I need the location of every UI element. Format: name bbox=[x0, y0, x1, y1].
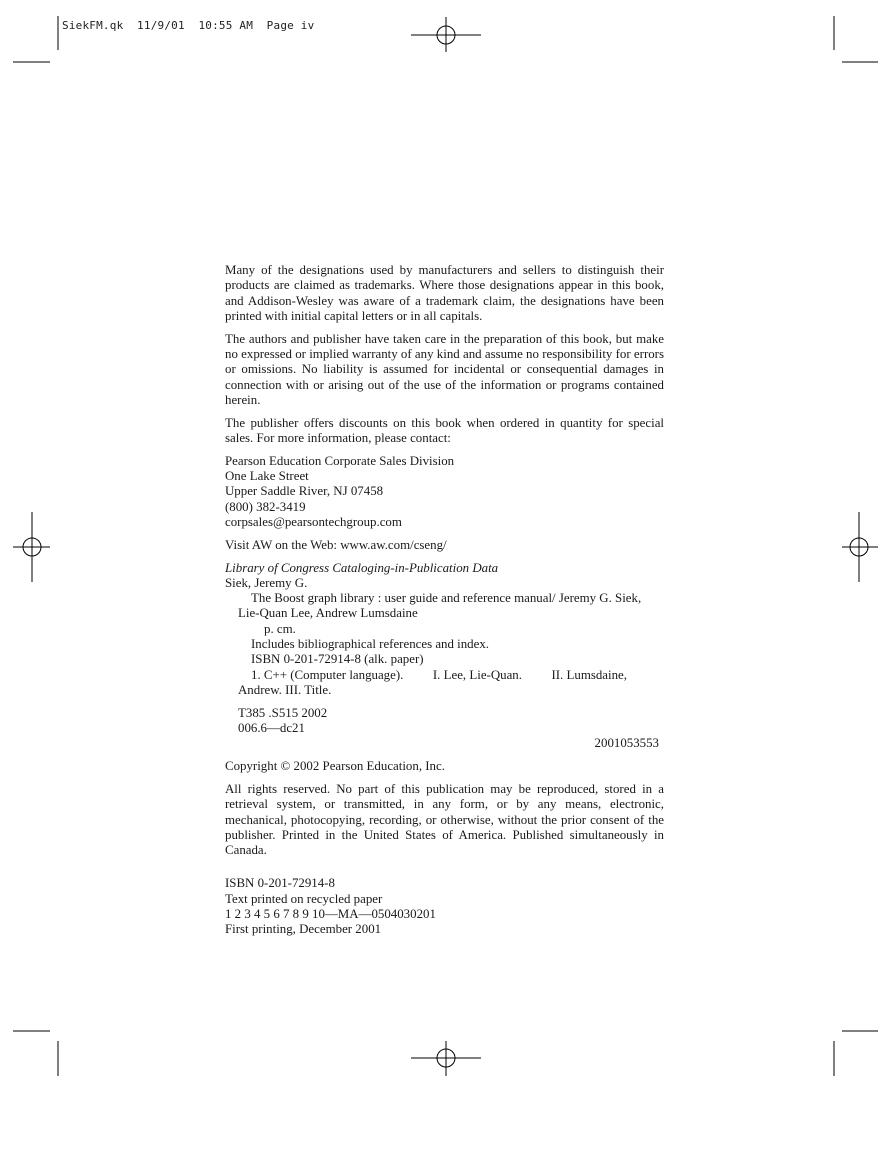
contact-city: Upper Saddle River, NJ 07458 bbox=[225, 484, 384, 499]
copyright-line: Copyright © 2002 Pearson Education, Inc. bbox=[225, 759, 445, 774]
contact-address bbox=[225, 454, 664, 530]
cip-includes: Includes bibliographical references and index. bbox=[251, 637, 490, 652]
cip-subject-2: I. Lee, Lie-Quan. bbox=[432, 667, 522, 682]
cip-isbn: ISBN 0-201-72914-8 (alk. paper) bbox=[251, 652, 424, 667]
cip-heading: Library of Congress Cataloging-in-Publication Data bbox=[225, 560, 499, 575]
registration-mark-left bbox=[13, 512, 50, 582]
cip-subject-1: 1. C++ (Computer language). bbox=[251, 667, 404, 682]
cip-lccn: 2001053553 bbox=[594, 736, 659, 751]
copyright-page-body bbox=[225, 263, 664, 938]
registration-mark-bottom bbox=[411, 1041, 481, 1076]
web-line: Visit AW on the Web: www.aw.com/cseng/ bbox=[225, 537, 447, 552]
cip-block bbox=[225, 576, 664, 752]
printing-info bbox=[225, 876, 664, 937]
contact-division: Pearson Education Corporate Sales Division bbox=[225, 453, 455, 468]
discount-notice: The publisher offers discounts on this book when ordered in quantity for special sales. For more information, please contact: bbox=[225, 415, 664, 445]
printing-numbers: 1 2 3 4 5 6 7 8 9 10—MA—0504030201 bbox=[225, 906, 436, 921]
cip-lc-class: T385 .S515 2002 bbox=[238, 705, 328, 720]
cip-author: Siek, Jeremy G. bbox=[225, 575, 308, 590]
printing-first: First printing, December 2001 bbox=[225, 922, 382, 937]
printing-isbn: ISBN 0-201-72914-8 bbox=[225, 876, 335, 891]
cip-pages: p. cm. bbox=[264, 621, 296, 636]
cip-subject-3: II. Lumsdaine, bbox=[551, 667, 627, 682]
registration-mark-top bbox=[411, 17, 481, 52]
contact-street: One Lake Street bbox=[225, 469, 309, 484]
cip-subject-line-2: Andrew. III. Title. bbox=[238, 682, 332, 697]
contact-email: corpsales@pearsontechgroup.com bbox=[225, 514, 402, 529]
registration-mark-right bbox=[842, 512, 878, 582]
trademark-notice: Many of the designations used by manufacturers and sellers to distinguish their products are claimed as trademarks. Where those designations appear in this book, and Addison-Wesley was aware of a trademark claim, the designations have been printed with initial capital letters or in all capitals. bbox=[225, 263, 664, 323]
printing-paper: Text printed on recycled paper bbox=[225, 891, 383, 906]
contact-phone: (800) 382-3419 bbox=[225, 499, 306, 514]
cip-subjects bbox=[225, 668, 664, 683]
warranty-disclaimer: The authors and publisher have taken care in the preparation of this book, but make no expressed or implied warranty of any kind and assume no responsibility for errors or omissions. No liability is assumed for incidental or consequential damages in connection with or arising out of the use of the information or programs contained herein. bbox=[225, 331, 664, 407]
cip-dewey: 006.6—dc21 bbox=[238, 721, 305, 736]
printer-slug: SiekFM.qk 11/9/01 10:55 AM Page iv bbox=[62, 19, 315, 32]
cip-title-line-2: Lie-Quan Lee, Andrew Lumsdaine bbox=[238, 606, 418, 621]
cip-title-line-1: The Boost graph library : user guide and reference manual/ Jeremy G. Siek, bbox=[251, 591, 642, 606]
rights-notice: All rights reserved. No part of this publication may be reproduced, stored in a retrieval system, or transmitted, in any form, or by any means, electronic, mechanical, photocopying, recording, or otherwise, without the prior consent of the publisher. Printed in the United States of America. Published simultaneously in Canada. bbox=[225, 781, 664, 858]
